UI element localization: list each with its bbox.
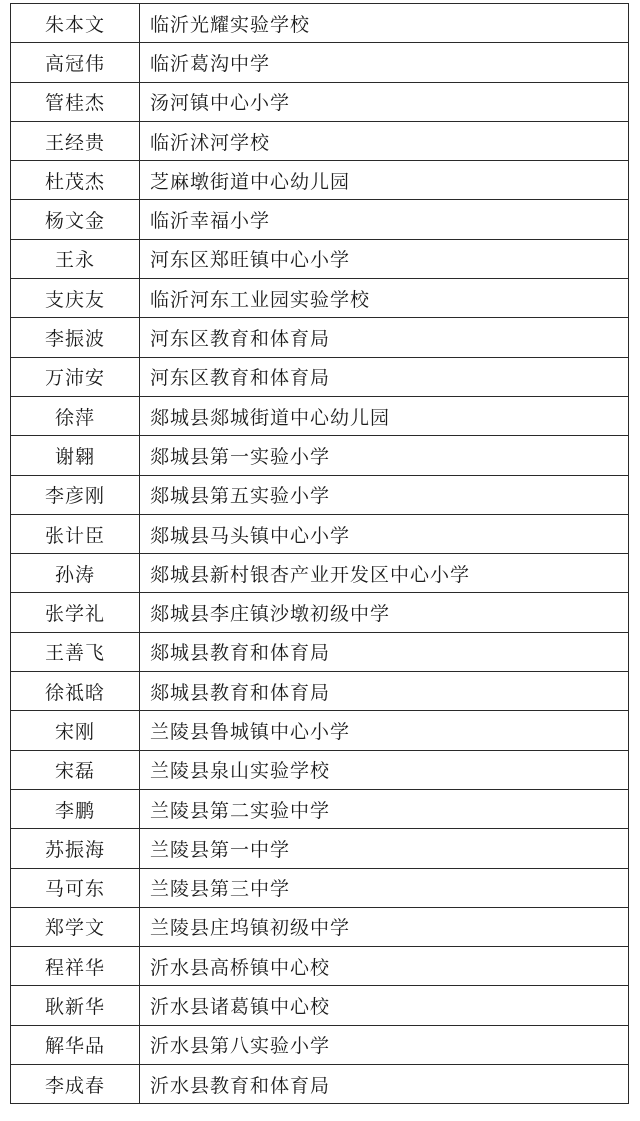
table-row bbox=[11, 475, 629, 514]
table-row bbox=[11, 318, 629, 357]
table-row bbox=[11, 161, 629, 200]
table-row bbox=[11, 829, 629, 868]
person-name: 徐祗晗 bbox=[11, 672, 140, 711]
person-name: 宋刚 bbox=[11, 711, 140, 750]
person-name: 李振波 bbox=[11, 318, 140, 357]
work-unit: 临沂沭河学校 bbox=[140, 121, 629, 160]
person-name: 徐萍 bbox=[11, 396, 140, 435]
table-row bbox=[11, 711, 629, 750]
work-unit: 郯城县郯城街道中心幼儿园 bbox=[140, 396, 629, 435]
table-row bbox=[11, 1025, 629, 1064]
person-name: 杨文金 bbox=[11, 200, 140, 239]
person-name: 张计臣 bbox=[11, 514, 140, 553]
person-name: 李成春 bbox=[11, 1065, 140, 1104]
work-unit: 郯城县第五实验小学 bbox=[140, 475, 629, 514]
work-unit: 河东区郑旺镇中心小学 bbox=[140, 239, 629, 278]
work-unit: 沂水县高桥镇中心校 bbox=[140, 947, 629, 986]
person-name: 王永 bbox=[11, 239, 140, 278]
person-name: 王善飞 bbox=[11, 632, 140, 671]
roster-table bbox=[10, 3, 629, 1104]
work-unit: 临沂光耀实验学校 bbox=[140, 4, 629, 43]
work-unit: 临沂河东工业园实验学校 bbox=[140, 279, 629, 318]
work-unit: 河东区教育和体育局 bbox=[140, 318, 629, 357]
person-name: 谢翱 bbox=[11, 436, 140, 475]
person-name: 王经贵 bbox=[11, 121, 140, 160]
table-row bbox=[11, 239, 629, 278]
roster-document bbox=[10, 3, 628, 1104]
work-unit: 郯城县新村银杏产业开发区中心小学 bbox=[140, 554, 629, 593]
person-name: 李鹏 bbox=[11, 789, 140, 828]
person-name: 宋磊 bbox=[11, 750, 140, 789]
work-unit: 兰陵县庄坞镇初级中学 bbox=[140, 907, 629, 946]
table-row bbox=[11, 436, 629, 475]
table-row bbox=[11, 279, 629, 318]
table-row bbox=[11, 396, 629, 435]
table-row bbox=[11, 82, 629, 121]
work-unit: 兰陵县第二实验中学 bbox=[140, 789, 629, 828]
work-unit: 兰陵县第一中学 bbox=[140, 829, 629, 868]
work-unit: 兰陵县鲁城镇中心小学 bbox=[140, 711, 629, 750]
work-unit: 郯城县李庄镇沙墩初级中学 bbox=[140, 593, 629, 632]
person-name: 苏振海 bbox=[11, 829, 140, 868]
table-row bbox=[11, 43, 629, 82]
work-unit: 临沂幸福小学 bbox=[140, 200, 629, 239]
table-row bbox=[11, 750, 629, 789]
work-unit: 郯城县教育和体育局 bbox=[140, 672, 629, 711]
work-unit: 郯城县马头镇中心小学 bbox=[140, 514, 629, 553]
table-row bbox=[11, 947, 629, 986]
table-row bbox=[11, 514, 629, 553]
person-name: 杜茂杰 bbox=[11, 161, 140, 200]
work-unit: 临沂葛沟中学 bbox=[140, 43, 629, 82]
table-row bbox=[11, 121, 629, 160]
work-unit: 芝麻墩街道中心幼儿园 bbox=[140, 161, 629, 200]
table-row bbox=[11, 200, 629, 239]
person-name: 解华品 bbox=[11, 1025, 140, 1064]
work-unit: 河东区教育和体育局 bbox=[140, 357, 629, 396]
table-row bbox=[11, 789, 629, 828]
person-name: 孙涛 bbox=[11, 554, 140, 593]
table-row bbox=[11, 986, 629, 1025]
table-row bbox=[11, 4, 629, 43]
person-name: 高冠伟 bbox=[11, 43, 140, 82]
table-row bbox=[11, 632, 629, 671]
person-name: 张学礼 bbox=[11, 593, 140, 632]
person-name: 管桂杰 bbox=[11, 82, 140, 121]
person-name: 万沛安 bbox=[11, 357, 140, 396]
work-unit: 兰陵县第三中学 bbox=[140, 868, 629, 907]
person-name: 马可东 bbox=[11, 868, 140, 907]
work-unit: 沂水县诸葛镇中心校 bbox=[140, 986, 629, 1025]
person-name: 朱本文 bbox=[11, 4, 140, 43]
work-unit: 沂水县第八实验小学 bbox=[140, 1025, 629, 1064]
work-unit: 汤河镇中心小学 bbox=[140, 82, 629, 121]
table-row bbox=[11, 357, 629, 396]
person-name: 程祥华 bbox=[11, 947, 140, 986]
table-row bbox=[11, 554, 629, 593]
table-row bbox=[11, 1065, 629, 1104]
table-row bbox=[11, 672, 629, 711]
work-unit: 沂水县教育和体育局 bbox=[140, 1065, 629, 1104]
table-row bbox=[11, 907, 629, 946]
work-unit: 郯城县教育和体育局 bbox=[140, 632, 629, 671]
person-name: 李彦刚 bbox=[11, 475, 140, 514]
table-row bbox=[11, 593, 629, 632]
work-unit: 郯城县第一实验小学 bbox=[140, 436, 629, 475]
work-unit: 兰陵县泉山实验学校 bbox=[140, 750, 629, 789]
person-name: 支庆友 bbox=[11, 279, 140, 318]
person-name: 郑学文 bbox=[11, 907, 140, 946]
table-row bbox=[11, 868, 629, 907]
person-name: 耿新华 bbox=[11, 986, 140, 1025]
